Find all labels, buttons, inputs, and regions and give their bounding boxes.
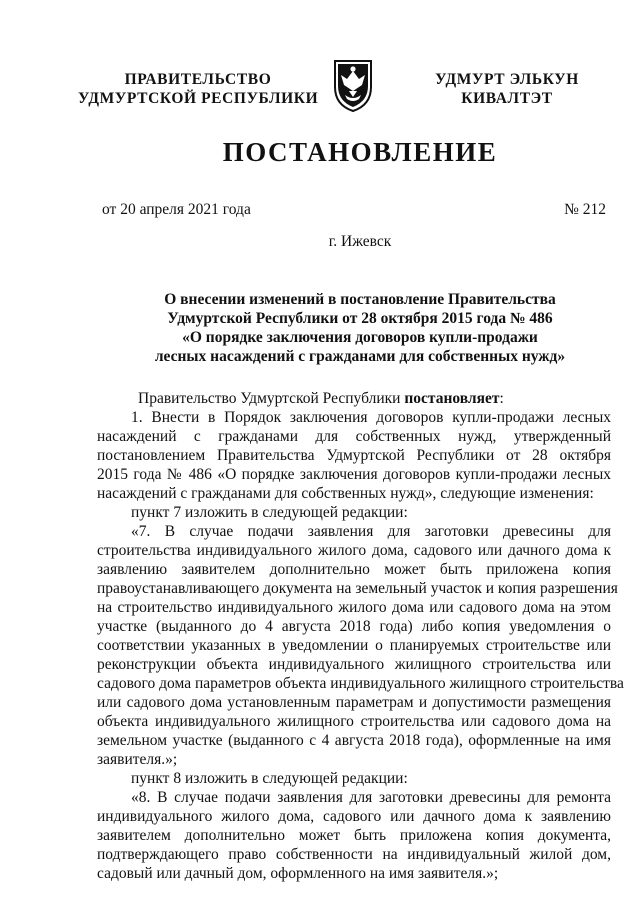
intro-text: Правительство Удмуртской Республики: [138, 390, 405, 407]
body-line: подтверждающего право собственности на индивидуальный жилой дом,: [97, 846, 611, 863]
intro-paragraph: [97, 389, 611, 408]
body-line: насаждений с гражданами для собственных нужд, утвержденный: [97, 428, 611, 445]
intro-bold-verb: постановляет: [404, 390, 500, 407]
body-line: или садового дома установленным параметрам и допустимости размещения: [97, 694, 611, 711]
body-line: постановлением Правительства Удмуртской Республики от 28 октября: [97, 447, 611, 464]
subject-line: «О порядке заключения договоров купли-продажи: [182, 329, 538, 346]
body-line: индивидуального жилого дома, садового или дачного дома к заявлению: [97, 808, 611, 825]
body-line: строительства индивидуального жилого дома, садового или дачного дома к: [97, 542, 611, 559]
document-date: от 20 апреля 2021 года: [102, 201, 251, 218]
udmurt-emblem-icon: [331, 57, 375, 113]
document-subject: [100, 290, 620, 366]
government-name-line2: УДМУРТСКОЙ РЕСПУБЛИКИ: [78, 90, 319, 107]
body-line: заявителя.»;: [97, 751, 178, 768]
body-line: правоустанавливающего документа на земельный участок и копия разрешения: [97, 580, 618, 597]
intro-colon: :: [499, 390, 504, 407]
body-line: «8. В случае подачи заявления для заготовки древесины для ремонта: [131, 789, 611, 806]
body-line: 2015 года № 486 «О порядке заключения договоров купли-продажи лесных: [97, 466, 611, 483]
body-line: пункт 7 изложить в следующей редакции:: [131, 504, 408, 521]
body-line: заявлению заявителем дополнительно может быть приложена копия: [97, 561, 611, 578]
body-line: «7. В случае подачи заявления для заготовки древесины для: [131, 523, 611, 540]
government-name-udmurt-line2: КИВАЛТЭТ: [461, 90, 553, 107]
body-line: соответствии указанных в уведомлении о планируемых строительстве или: [97, 637, 611, 654]
body-line: заявителем дополнительно может быть приложена копия документа,: [97, 827, 611, 844]
body-line: земельном участке (выданного с 4 августа 2018 года), оформленные на имя: [97, 732, 611, 749]
subject-line: О внесении изменений в постановление Правительства: [164, 291, 556, 308]
subject-line: лесных насаждений с гражданами для собственных нужд»: [154, 348, 566, 365]
body-line: участке (выданного до 4 августа 2018 года) либо копия уведомления о: [97, 618, 611, 635]
government-name-udmurt: [412, 70, 602, 108]
government-name-udmurt-line1: УДМУРТ ЭЛЬКУН: [435, 71, 579, 88]
body-line: насаждений с гражданами для собственных нужд», следующие изменения:: [97, 485, 594, 502]
body-line: на строительство индивидуального жилого дома или садового дома на этом: [97, 599, 611, 616]
body-line: реконструкции объекта индивидуального жилищного строительства или: [97, 656, 611, 673]
document-number: № 212: [564, 201, 606, 218]
body-line: садового дома параметров объекта индивидуального жилищного строительства: [97, 675, 624, 692]
subject-line: Удмуртской Республики от 28 октября 2015 года № 486: [167, 310, 553, 327]
document-city: г. Ижевск: [328, 233, 392, 250]
body-line: пункт 8 изложить в следующей редакции:: [131, 770, 408, 787]
body-line: садовый или дачный дом, оформленного на имя заявителя.»;: [97, 865, 499, 882]
government-name-russian: [78, 70, 318, 108]
document-body: [97, 389, 624, 883]
document-title: ПОСТАНОВЛЕНИЕ: [222, 137, 498, 167]
body-line: объекта индивидуального жилищного строительства или садового дома на: [97, 713, 611, 730]
body-line: 1. Внести в Порядок заключения договоров купли-продажи лесных: [131, 409, 611, 426]
government-name-line1: ПРАВИТЕЛЬСТВО: [124, 71, 272, 88]
